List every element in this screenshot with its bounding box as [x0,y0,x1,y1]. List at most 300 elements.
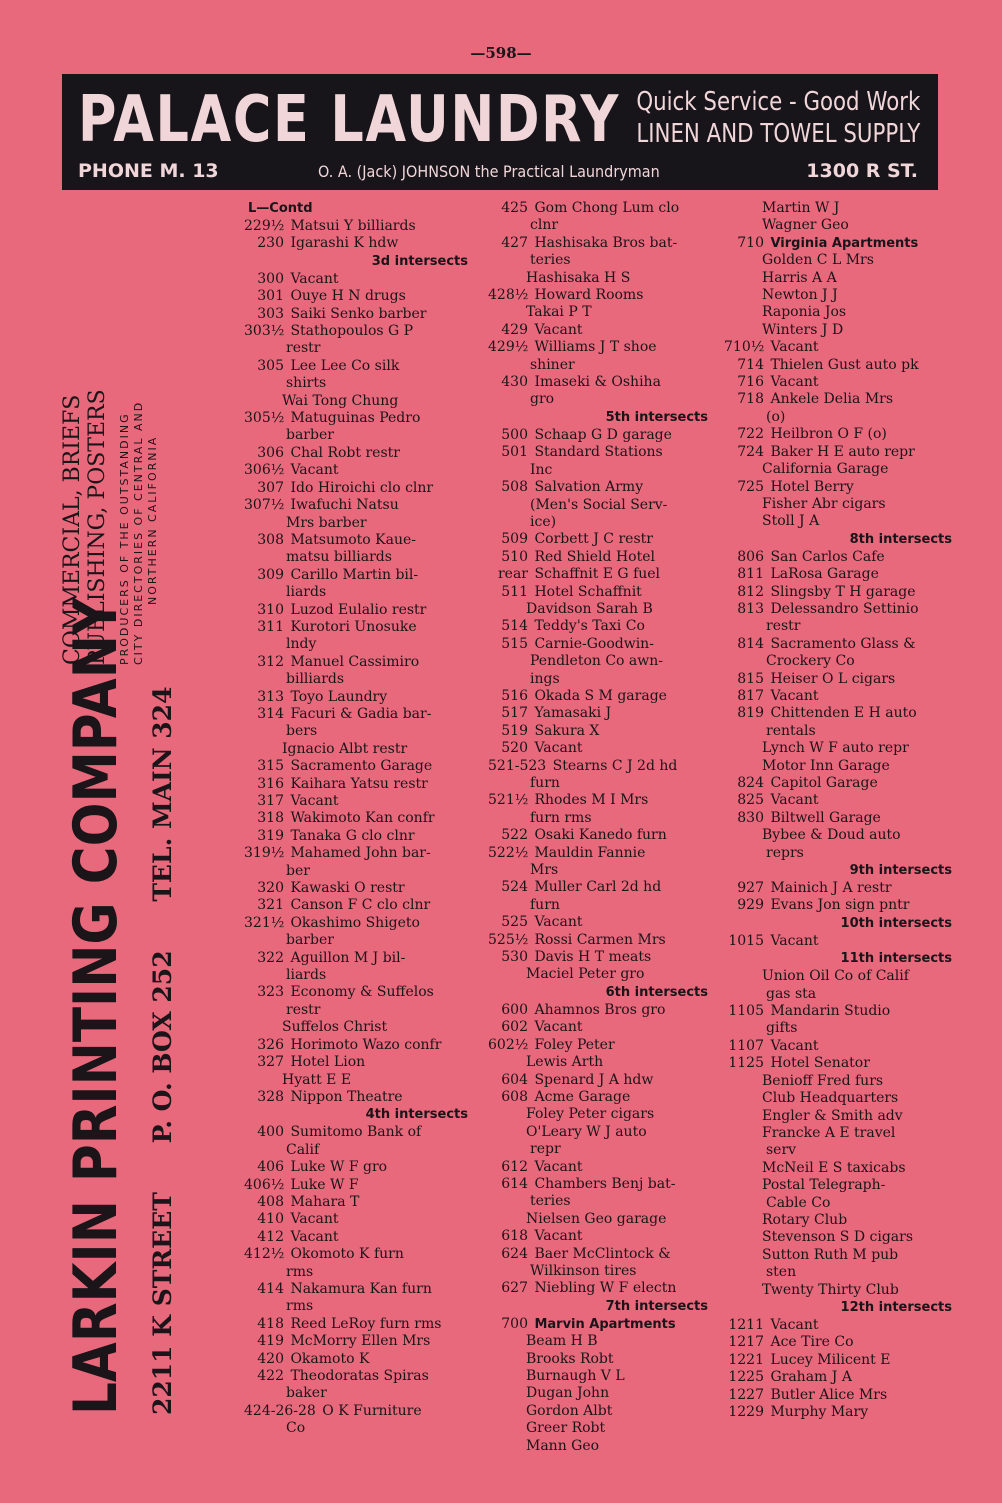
entry-name: Saiki Senko barber [290,305,427,322]
street-number: 310 [257,601,284,618]
directory-entry [488,322,712,339]
street-number: 515 [501,635,528,652]
entry-continuation: rms [286,1263,314,1280]
entry-name: Vacant [770,932,819,949]
street-number: 321 [257,897,284,914]
entry-name: Lee Lee Co silk [290,357,400,374]
entry-name: Ouye H N drugs [290,288,406,305]
entry-occupant: California Garage [762,461,889,478]
street-number: 307½ [244,497,285,514]
entry-continuation: rentals [766,722,816,739]
directory-entry [244,950,472,967]
street-number: 316 [257,775,284,792]
directory-column-2 [488,200,712,1455]
street-number: 521½ [488,792,529,809]
directory-entry [244,915,472,932]
entry-occupant: Maciel Peter gro [526,966,645,983]
entry-name: Carillo Martin bil- [290,566,419,583]
entry-continuation: bers [286,723,318,740]
street-number: 303½ [244,323,285,340]
directory-entry [724,775,956,792]
entry-occupant: Union Oil Co of Calif [762,968,909,985]
street-number: 929 [737,897,764,914]
street-number: 714 [737,356,764,373]
intersection-heading: 6th intersects [605,984,708,1000]
entry-name: Capitol Garage [770,775,878,791]
entry-name: Hotel Schaffnit [534,583,642,600]
entry-occupant: Mann Geo [526,1437,600,1454]
directory-entry [488,949,712,966]
entry-name: Ankele Delia Mrs [770,391,894,408]
street-number: 927 [737,880,764,897]
directory-entry [244,235,472,252]
entry-name: Baer McClintock & [534,1245,671,1262]
directory-entry [244,1351,472,1368]
entry-name: Manuel Cassimiro [290,653,420,670]
directory-entry [244,1037,472,1054]
entry-name: Davis H T meats [534,949,652,966]
directory-entry [488,914,712,931]
entry-continuation: restr [286,340,321,357]
entry-name: Sacramento Glass & [770,635,916,652]
directory-entry [244,480,472,497]
street-number: 307 [257,479,284,496]
entry-occupant: Benioff Fred furs [762,1072,884,1089]
street-number: 314 [257,705,284,722]
entry-name: Biltwell Garage [770,809,881,826]
street-number: 1107 [728,1037,764,1054]
directory-entry [724,1317,956,1334]
entry-occupant: Brooks Robt [526,1350,614,1367]
street-number: 602½ [488,1036,529,1053]
directory-entry [244,497,472,514]
entry-name: Reed LeRoy furn rms [290,1315,442,1332]
entry-continuation: (o) [766,408,786,425]
street-number: 410 [257,1211,284,1228]
street-number: 1125 [728,1055,764,1072]
directory-entry [244,654,472,671]
street-number: 700 [501,1315,528,1332]
entry-name: Gom Chong Lum clo [534,200,680,216]
street-number: 412 [257,1228,284,1245]
entry-occupant: Fisher Abr cigars [762,495,886,512]
entry-name: Foley Peter [534,1036,615,1053]
directory-entry [488,1072,712,1089]
entry-occupant: O'Leary W J auto [526,1123,647,1140]
street-number: 517 [501,705,528,722]
entry-continuation: barber [286,932,334,949]
directory-entry [244,1229,472,1246]
entry-name: Mahara T [290,1193,360,1210]
street-number: rear [497,566,528,583]
directory-entry [244,810,472,827]
street-number: 627 [501,1280,528,1297]
directory-entry [488,879,712,896]
directory-entry [724,705,956,722]
section-heading: L—Contd [248,201,313,216]
directory-entry [244,1403,472,1420]
street-number: 1211 [728,1316,764,1333]
street-number: 327 [257,1054,284,1071]
street-number: 1221 [728,1351,764,1368]
street-number: 600 [501,1001,528,1018]
street-number: 326 [257,1036,284,1053]
street-number: 406 [257,1159,284,1176]
directory-entry [724,933,956,950]
entry-name: Stathopoulos G P [290,323,414,340]
street-number: 525½ [488,931,529,948]
entry-name: Vacant [534,740,583,757]
entry-name: Osaki Kanedo furn [534,827,667,844]
entry-name: Kawaski O restr [290,880,405,897]
directory-entry [724,880,956,897]
directory-entry [244,602,472,619]
entry-continuation: sten [766,1264,797,1281]
entry-occupant: Rotary Club [762,1211,848,1228]
directory-entry [244,897,472,914]
street-number: 419 [257,1333,284,1350]
entry-continuation: ings [530,670,560,687]
directory-entry [488,1280,712,1297]
street-number: 508 [501,479,528,496]
entry-continuation: teries [530,1193,571,1210]
directory-entry [724,426,956,443]
directory-entry [244,1246,472,1263]
directory-entry [488,618,712,635]
intersection-heading: 11th intersects [840,951,952,967]
directory-entry [724,792,956,809]
entry-name: Schaap G D garage [534,426,672,443]
street-number: 602 [501,1019,528,1036]
entry-name: Nakamura Kan furn [290,1280,432,1297]
directory-entry [244,462,472,479]
directory-entry [488,845,712,862]
directory-entry [488,827,712,844]
directory-entry [488,339,712,356]
entry-name: McMorry Ellen Mrs [290,1333,431,1350]
street-number: 519 [501,722,528,739]
entry-name: Kurotori Unosuke [290,618,417,635]
directory-entry [724,1055,956,1072]
entry-name: Toyo Laundry [290,688,388,705]
street-number: 604 [501,1071,528,1088]
street-number: 722 [737,426,764,443]
entry-name: Theodoratas Spiras [290,1368,429,1384]
entry-occupant: Postal Telegraph- [762,1177,886,1194]
directory-entry [488,792,712,809]
entry-occupant: Club Headquarters [762,1090,899,1107]
entry-continuation: billiards [286,671,345,688]
street-number: 311 [257,618,284,635]
entry-name: Vacant [534,1158,583,1175]
entry-name: O K Furniture [322,1402,422,1419]
street-number: 229½ [244,218,285,234]
entry-name: Wakimoto Kan confr [290,810,435,827]
entry-name: Hashisaka Bros bat- [534,234,678,251]
directory-entry [724,636,956,653]
entry-occupant: Foley Peter cigars [526,1106,655,1123]
entry-name: Red Shield Hotel [534,548,655,565]
entry-name: Vacant [770,1037,819,1054]
street-number: 516 [501,687,528,704]
street-number: 305½ [244,410,285,427]
street-number: 814 [737,635,764,652]
entry-occupant: Martin W J [762,200,840,216]
directory-entry [724,566,956,583]
entry-occupant: Sutton Ruth M pub [762,1246,899,1263]
entry-name: Iwafuchi Natsu [290,497,399,514]
entry-name: Luke W F [290,1176,359,1193]
entry-name: Mahamed John bar- [290,845,431,862]
entry-continuation: ice) [530,513,557,530]
laundry-advertisement-banner [62,74,938,190]
street-number: 811 [737,566,764,583]
entry-occupant: Takai P T [526,304,592,321]
entry-continuation: furn [530,896,560,913]
entry-name: Slingsby T H garage [770,583,916,600]
directory-column-3 [724,200,956,1421]
entry-continuation: gas sta [766,985,817,1002]
entry-name: Matsui Y billiards [290,218,416,234]
street-number: 430 [501,374,528,391]
directory-entry [724,584,956,601]
entry-occupant: Lewis Arth [526,1054,604,1071]
street-number: 306 [257,444,284,461]
directory-entry [488,566,712,583]
entry-name: Baker H E auto repr [770,443,915,460]
entry-name: Thielen Gust auto pk [770,356,919,373]
directory-entry [488,427,712,444]
directory-entry [724,810,956,827]
entry-name: Vacant [770,339,819,356]
entry-name: Matsumoto Kaue- [290,531,417,548]
entry-continuation: Cable Co [766,1194,831,1211]
entry-name: Tanaka G clo clnr [290,827,415,844]
street-number: 815 [737,670,764,687]
directory-entry [244,1124,472,1141]
entry-occupant: Francke A E travel [762,1124,896,1141]
entry-name: Kaihara Yatsu restr [290,775,428,792]
entry-name: Hotel Senator [770,1055,870,1072]
entry-name: Luzod Eulalio restr [290,601,427,618]
sidebar-company-name: LARKIN PRINTING COMPANY [61,597,131,1415]
entry-continuation: Mrs [530,862,559,879]
directory-entry [724,444,956,461]
street-number: 806 [737,548,764,565]
entry-name: Evans Jon sign pntr [770,897,910,914]
street-number: 312 [257,653,284,670]
entry-name: Vacant [534,321,583,338]
entry-name: Matuguinas Pedro [290,410,421,427]
directory-entry [244,1211,472,1228]
directory-entry [724,549,956,566]
entry-continuation: reprs [766,844,804,861]
directory-entry [244,1333,472,1350]
street-number: 418 [257,1315,284,1332]
directory-entry [244,1368,472,1385]
entry-occupant: Motor Inn Garage [762,757,890,774]
entry-name: Murphy Mary [770,1404,869,1420]
directory-entry [244,1054,472,1071]
street-number: 308 [257,531,284,548]
directory-entry [244,984,472,1001]
directory-entry [244,445,472,462]
street-number: 608 [501,1088,528,1105]
street-number: 412½ [244,1246,285,1263]
directory-entry [724,1334,956,1351]
street-number: 1227 [728,1386,764,1403]
entry-name: Vacant [770,374,819,391]
entry-continuation: repr [530,1141,561,1158]
street-number: 612 [501,1158,528,1175]
street-number: 400 [257,1124,284,1141]
street-number: 819 [737,705,764,722]
street-number: 305 [257,357,284,374]
street-number: 525 [501,914,528,931]
entry-name: Imaseki & Oshiha [534,374,661,391]
entry-name: Lucey Milicent E [770,1351,891,1368]
banner-owner: O. A. (Jack) JOHNSON the Practical Laundryman [318,162,660,181]
directory-entry [244,1159,472,1176]
directory-entry [244,1177,472,1194]
directory-entry [724,235,956,252]
street-number: 328 [257,1088,284,1105]
entry-occupant: Gordon Albt [526,1402,613,1419]
directory-entry [488,1037,712,1054]
entry-name: Rossi Carmen Mrs [534,931,666,948]
directory-entry [488,723,712,740]
street-number: 1229 [728,1404,764,1420]
entry-name: Stearns C J 2d hd [552,757,678,774]
entry-name: Igarashi K hdw [290,235,399,252]
street-number: 618 [501,1228,528,1245]
directory-entry [724,479,956,496]
entry-continuation: gro [530,391,555,408]
street-number: 424-26-28 [244,1402,316,1419]
directory-entry [488,1246,712,1263]
directory-entry [244,828,472,845]
street-number: 414 [257,1280,284,1297]
entry-name: Vacant [770,687,819,704]
street-number: 422 [257,1368,284,1384]
entry-name: Standard Stations [534,444,663,461]
sidebar-producers-line-3: NORTHERN CALIFORNIA [146,435,159,605]
entry-name: Vacant [290,793,339,809]
entry-name: Okada S M garage [534,687,667,704]
entry-continuation: Mrs barber [286,514,367,531]
sidebar-po-box: P. O. BOX 252 [148,950,177,1144]
street-number: 425 [501,200,528,216]
directory-entry [724,357,956,374]
entry-name: Niebling W F electn [534,1280,677,1297]
directory-entry [244,880,472,897]
entry-occupant: Greer Robt [526,1420,606,1437]
entry-name: Corbett J C restr [534,531,653,548]
sidebar-contact-line [148,647,177,1415]
entry-name: Rhodes M I Mrs [534,792,649,809]
banner-title: PALACE LAUNDRY [78,83,620,157]
directory-entry [488,584,712,601]
entry-occupant: Wai Tong Chung [282,392,399,409]
banner-address: 1300 R ST. [806,160,918,182]
entry-occupant: Hashisaka H S [526,269,631,286]
intersection-heading: 4th intersects [365,1107,468,1123]
entry-continuation: Wilkinson tires [530,1262,637,1279]
entry-name: Acme Garage [534,1088,631,1105]
entry-name: Sakura X [534,722,600,739]
entry-continuation: baker [286,1385,327,1402]
entry-name: Luke W F gro [290,1159,388,1176]
entry-name: Vacant [534,1019,583,1036]
street-number: 303 [257,305,284,322]
directory-entry [724,1404,956,1421]
printing-company-sidebar-ad [58,200,242,1500]
entry-continuation: shirts [286,375,327,392]
street-number: 318 [257,810,284,827]
entry-continuation: liards [286,584,327,601]
entry-occupant: Beam H B [526,1333,598,1350]
street-number: 319 [257,827,284,844]
directory-entry [244,776,472,793]
street-number: 614 [501,1175,528,1192]
street-number: 306½ [244,462,285,479]
street-number: 301 [257,288,284,305]
entry-name: Vacant [290,270,339,287]
directory-entry [244,1281,472,1298]
entry-occupant: Suffelos Christ [282,1019,388,1036]
entry-name: Heilbron O F (o) [770,426,887,443]
street-number: 1225 [728,1369,764,1386]
entry-continuation: liards [286,967,327,984]
entry-occupant: Burnaugh V L [526,1368,625,1384]
street-number: 812 [737,583,764,600]
directory-entry [488,1159,712,1176]
directory-entry [244,358,472,375]
directory-entry [244,532,472,549]
directory-entry [724,1003,956,1020]
entry-name: Chittenden E H auto [770,705,917,722]
page-number: —598— [470,44,532,62]
entry-continuation: rms [286,1298,314,1315]
entry-occupant: Stoll J A [762,513,820,530]
directory-entry [724,1369,956,1386]
street-number: 825 [737,792,764,809]
banner-tagline-2: LINEN AND TOWEL SUPPLY [636,119,920,149]
entry-name: Okashimo Shigeto [290,914,420,931]
entry-name: Facuri & Gadia bar- [290,705,432,722]
directory-entry [724,897,956,914]
street-number: 724 [737,443,764,460]
street-number: 300 [257,270,284,287]
sidebar-producers-line-1: PRODUCERS OF THE OUTSTANDING [118,412,131,665]
street-number: 520 [501,740,528,757]
entry-name: Mainich J A restr [770,880,892,897]
entry-occupant: Dugan John [526,1385,610,1402]
street-number: 522 [501,827,528,844]
entry-name: Vacant [534,914,583,931]
entry-continuation: furn rms [530,809,592,826]
street-number: 309 [257,566,284,583]
entry-name: Ido Hiroichi clo clnr [290,479,434,496]
street-number: 501 [501,444,528,461]
directory-entry [244,758,472,775]
street-number: 317 [257,793,284,809]
directory-entry [724,1352,956,1369]
entry-name: Howard Rooms [534,287,644,304]
entry-continuation: Inc [530,461,553,478]
banner-tagline-1: Quick Service - Good Work [635,87,920,117]
entry-name: Vacant [770,1316,819,1333]
